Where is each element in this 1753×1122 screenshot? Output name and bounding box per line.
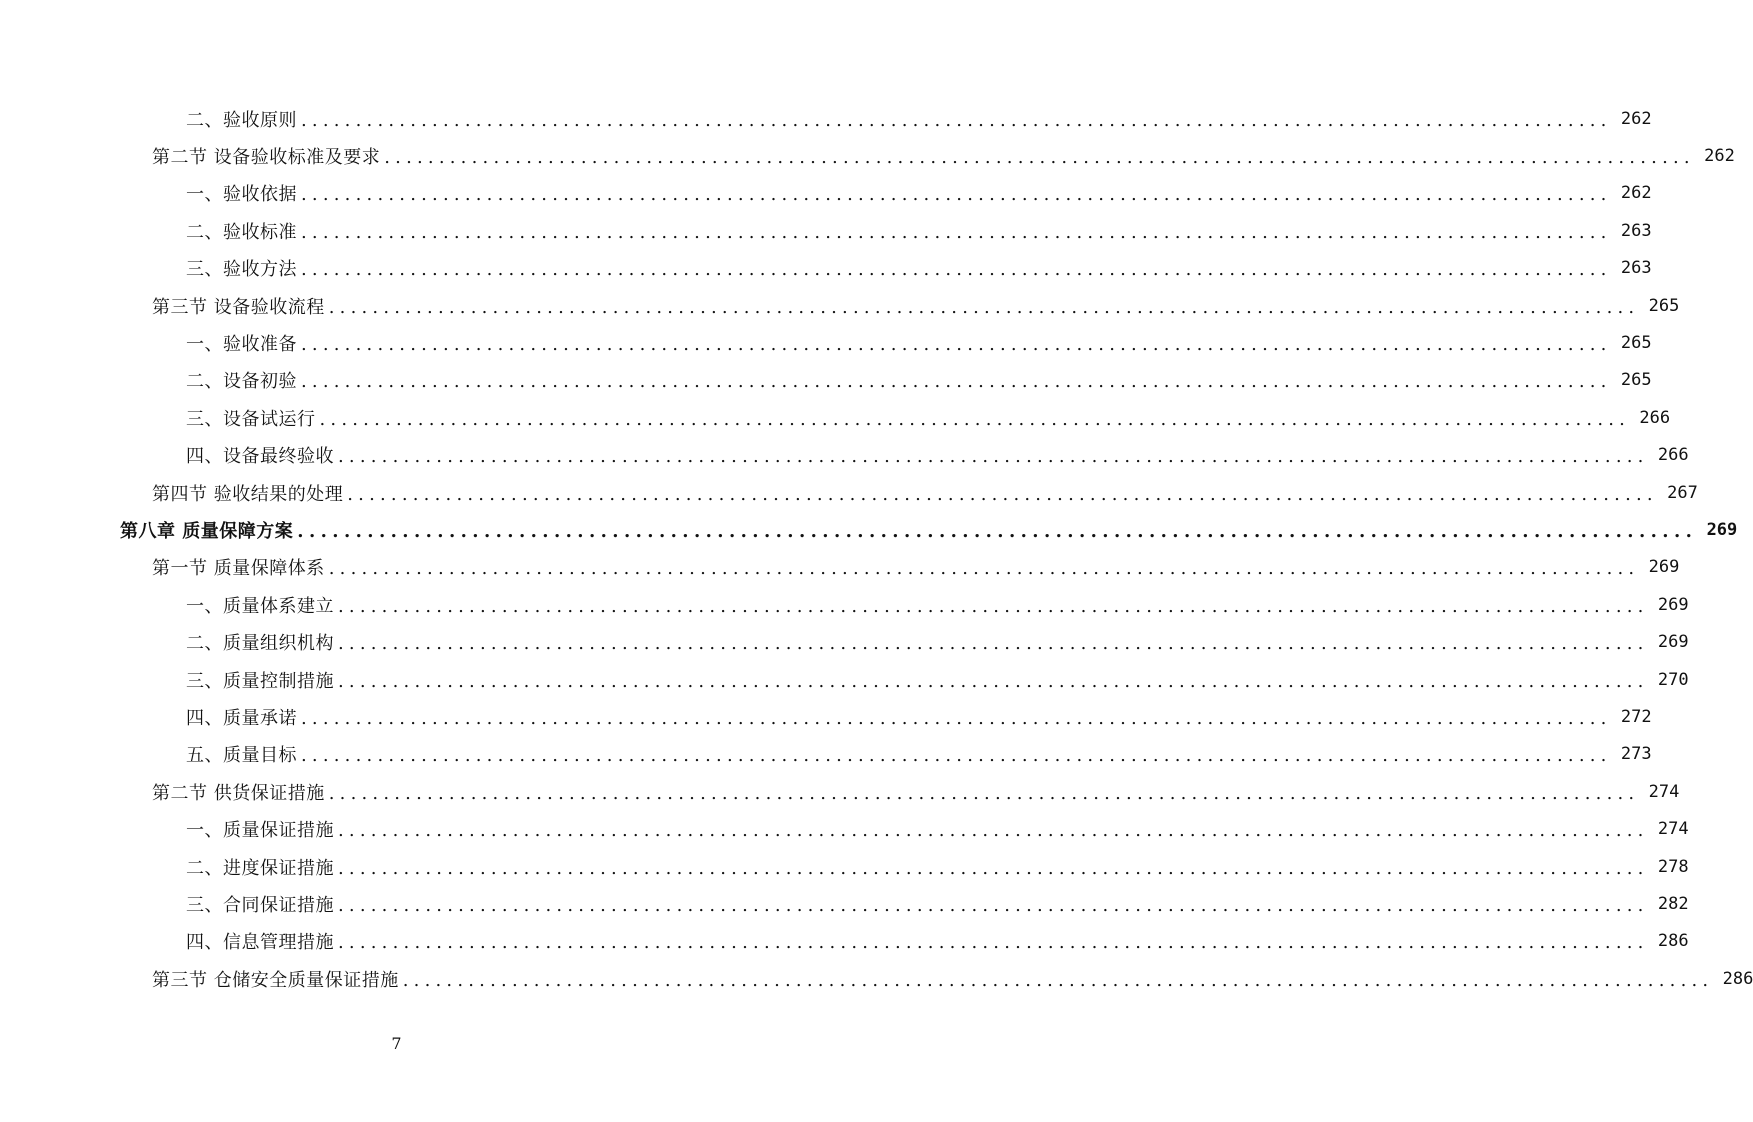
toc-entry-page-number: 286 — [1657, 931, 1689, 952]
toc-entry-page-number: 262 — [1620, 183, 1652, 204]
dot-leader: ........................................................................................................................ — [301, 745, 1612, 767]
toc-entry[interactable] — [0, 175, 1652, 212]
page-number: 7 — [391, 1034, 402, 1053]
dot-leader: ........................................................................................................................ — [402, 969, 1714, 991]
toc-entry[interactable] — [0, 137, 1735, 174]
dot-leader: ........................................................................................................................ — [301, 371, 1612, 393]
toc-entry-title: 四、质量承诺 — [186, 707, 297, 729]
toc-entry-title: 三、验收方法 — [186, 259, 297, 281]
toc-entry-title: 二、验收标准 — [186, 221, 297, 243]
toc-entry-title: 二、质量组织机构 — [186, 633, 334, 655]
toc-entry[interactable] — [0, 810, 1689, 847]
toc-entry-title: 三、质量控制措施 — [186, 670, 334, 692]
toc-entry-title: 第二节 设备验收标准及要求 — [152, 147, 381, 169]
dot-leader: ........................................................................................................................ — [301, 334, 1612, 356]
toc-entry-page-number: 263 — [1620, 220, 1652, 241]
dot-leader: ........................................................................................................................ — [338, 446, 1649, 468]
dot-leader: ........................................................................................................................ — [328, 782, 1640, 804]
toc-entry[interactable] — [0, 549, 1680, 586]
toc-entry[interactable] — [0, 287, 1680, 324]
toc-entry-page-number: 286 — [1722, 968, 1753, 989]
toc-entry[interactable] — [0, 661, 1689, 698]
toc-entry-page-number: 262 — [1620, 108, 1652, 129]
toc-entry-title: 一、质量体系建立 — [186, 595, 334, 617]
toc-entry[interactable] — [0, 736, 1652, 773]
toc-entry-title: 第二节 供货保证措施 — [152, 782, 325, 804]
toc-entry-page-number: 262 — [1704, 146, 1735, 167]
toc-entry[interactable] — [0, 586, 1689, 623]
toc-entry[interactable] — [0, 399, 1671, 436]
toc-entry-title: 第一节 质量保障体系 — [152, 558, 325, 580]
dot-leader: ........................................................................................................................ — [338, 595, 1649, 617]
dot-leader: ........................................................................................................................ — [338, 633, 1649, 655]
dot-leader: ........................................................................................................................ — [328, 296, 1640, 318]
toc-entry[interactable] — [0, 623, 1689, 660]
dot-leader: ........................................................................................................................ — [301, 221, 1612, 243]
toc-entry-page-number: 269 — [1648, 557, 1680, 578]
toc-entry-title: 第八章 质量保障方案 — [120, 520, 294, 542]
toc-entry-title: 第四节 验收结果的处理 — [152, 483, 344, 505]
toc-entry-page-number: 274 — [1648, 781, 1680, 802]
toc-entry-title: 二、设备初验 — [186, 371, 297, 393]
toc-entry[interactable] — [0, 698, 1652, 735]
toc-entry-page-number: 266 — [1657, 445, 1689, 466]
table-of-contents — [0, 100, 1753, 997]
toc-entry-page-number: 273 — [1620, 744, 1652, 765]
dot-leader: ........................................................................................................................ — [338, 820, 1649, 842]
toc-entry-page-number: 269 — [1657, 632, 1689, 653]
toc-entry[interactable] — [0, 960, 1753, 997]
toc-entry[interactable] — [0, 437, 1689, 474]
toc-entry-page-number: 265 — [1620, 370, 1652, 391]
dot-leader: ........................................................................................................................ — [338, 894, 1649, 916]
dot-leader: ........................................................................................................................ — [338, 932, 1649, 954]
dot-leader: ........................................................................................................................ — [301, 184, 1612, 206]
toc-entry-title: 三、设备试运行 — [186, 408, 316, 430]
toc-entry[interactable] — [0, 100, 1652, 137]
toc-entry-page-number: 269 — [1706, 519, 1738, 540]
toc-entry-page-number: 267 — [1667, 482, 1698, 503]
toc-entry-page-number: 270 — [1657, 669, 1689, 690]
toc-entry[interactable] — [0, 923, 1689, 960]
toc-entry-title: 一、验收准备 — [186, 334, 297, 356]
toc-entry-title: 二、验收原则 — [186, 109, 297, 131]
dot-leader: ........................................................................................................................ — [319, 408, 1631, 430]
toc-entry-title: 一、验收依据 — [186, 184, 297, 206]
dot-leader: ........................................................................................................................ — [347, 483, 1658, 505]
toc-entry[interactable] — [0, 250, 1652, 287]
dot-leader: ........................................................................................................................ — [328, 558, 1640, 580]
toc-entry[interactable] — [0, 848, 1689, 885]
toc-entry-page-number: 272 — [1620, 706, 1652, 727]
toc-entry[interactable] — [0, 324, 1652, 361]
dot-leader: ........................................................................................................................ — [338, 670, 1649, 692]
toc-entry-title: 三、合同保证措施 — [186, 894, 334, 916]
toc-entry[interactable] — [0, 511, 1738, 548]
toc-entry-page-number: 274 — [1657, 819, 1689, 840]
toc-entry-title: 第三节 仓储安全质量保证措施 — [152, 969, 399, 991]
toc-entry-page-number: 269 — [1657, 594, 1689, 615]
dot-leader: ........................................................................................................................ — [301, 259, 1612, 281]
toc-entry[interactable] — [0, 885, 1689, 922]
toc-entry-page-number: 263 — [1620, 258, 1652, 279]
toc-entry-page-number: 265 — [1648, 295, 1680, 316]
toc-entry-page-number: 278 — [1657, 856, 1689, 877]
toc-entry[interactable] — [0, 212, 1652, 249]
toc-entry[interactable] — [0, 474, 1698, 511]
dot-leader: ........................................................................................................................ — [338, 857, 1649, 879]
toc-entry-title: 一、质量保证措施 — [186, 820, 334, 842]
dot-leader: ........................................................................................................................ — [297, 520, 1698, 542]
toc-entry-page-number: 266 — [1639, 407, 1671, 428]
toc-entry-page-number: 265 — [1620, 333, 1652, 354]
dot-leader: ........................................................................................................................ — [384, 147, 1695, 169]
dot-leader: ........................................................................................................................ — [301, 109, 1612, 131]
dot-leader: ........................................................................................................................ — [301, 707, 1612, 729]
toc-entry-title: 第三节 设备验收流程 — [152, 296, 325, 318]
toc-entry-title: 二、进度保证措施 — [186, 857, 334, 879]
toc-entry-title: 五、质量目标 — [186, 745, 297, 767]
toc-entry-title: 四、设备最终验收 — [186, 446, 334, 468]
toc-entry-title: 四、信息管理措施 — [186, 932, 334, 954]
toc-entry[interactable] — [0, 773, 1680, 810]
toc-entry-page-number: 282 — [1657, 893, 1689, 914]
toc-entry[interactable] — [0, 362, 1652, 399]
